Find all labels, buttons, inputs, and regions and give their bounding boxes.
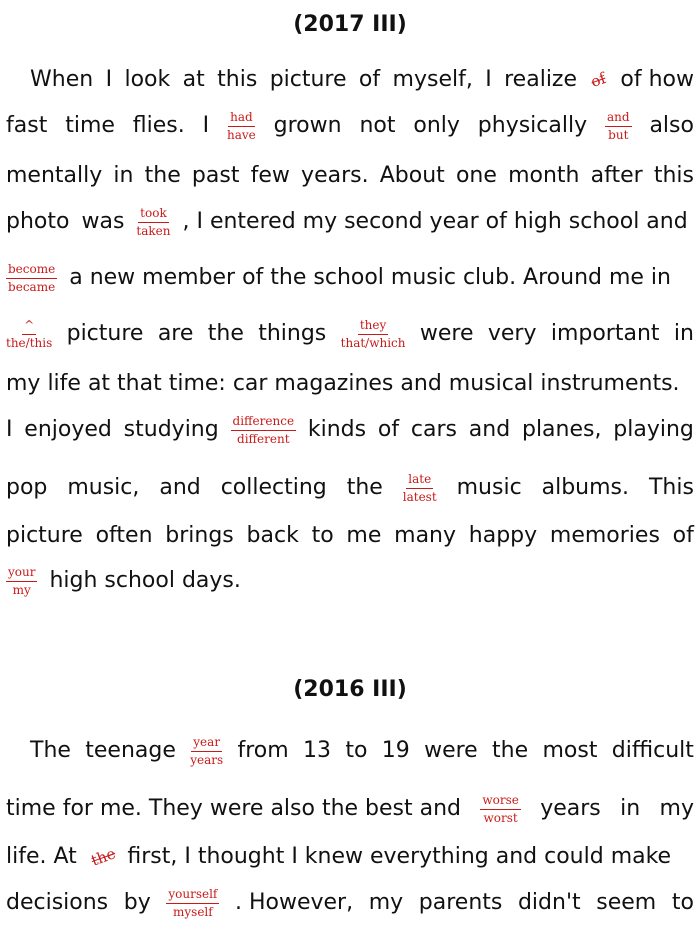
text-line: [30, 64, 694, 96]
text-span: and: [468, 417, 511, 442]
deleted-word-mark: of: [588, 69, 609, 91]
text-span: the: [207, 321, 244, 346]
text-span: my life at that time: car magazines and musical instruments.: [6, 371, 680, 396]
text-span: the: [346, 475, 383, 500]
original-word: they: [358, 319, 388, 335]
correction-annotation: [136, 207, 170, 238]
text-span: happy: [468, 523, 538, 548]
text-span: my: [659, 796, 694, 821]
correction-annotation: [166, 888, 219, 919]
text-line: [6, 841, 694, 873]
text-span: About: [379, 163, 445, 188]
section-1-heading: (2017 III): [293, 12, 407, 37]
corrected-word: different: [237, 431, 290, 446]
text-span: years: [540, 796, 601, 821]
text-span: myself,: [392, 67, 473, 92]
text-span: a new member of the school music club. Around me in: [69, 265, 671, 290]
text-span: the: [144, 163, 181, 188]
text-span: of: [672, 523, 694, 548]
text-span: 13: [303, 738, 331, 763]
text-span: most: [542, 738, 598, 763]
correction-annotation: [6, 566, 37, 597]
text-span: to: [345, 738, 368, 763]
correction-annotation: [341, 319, 406, 350]
text-span: seem: [596, 890, 657, 915]
text-span: didn't: [517, 890, 581, 915]
original-word: and: [605, 111, 632, 127]
text-span: physically: [477, 113, 588, 138]
text-span: years.: [301, 163, 369, 188]
section-2-heading: (2016 III): [293, 677, 407, 702]
original-word: difference: [231, 415, 297, 431]
text-line: [6, 414, 694, 446]
corrected-word: worst: [483, 810, 518, 825]
original-word: year: [191, 736, 222, 752]
text-span: kinds: [307, 417, 367, 442]
text-span: 19: [381, 738, 410, 763]
text-span: me: [346, 523, 382, 548]
text-span: music: [456, 475, 522, 500]
text-span: I: [202, 113, 210, 138]
text-span: of how: [620, 67, 694, 92]
text-span: also: [649, 113, 694, 138]
text-span: realize: [504, 67, 578, 92]
text-span: brings: [165, 523, 234, 548]
text-span: to: [671, 890, 694, 915]
correction-annotation: [403, 473, 437, 504]
text-span: playing: [613, 417, 694, 442]
text-line: [6, 368, 694, 400]
text-span: time for me. They were also the best and: [6, 796, 462, 821]
text-span: past: [191, 163, 240, 188]
text-span: things: [258, 321, 327, 346]
text-span: and: [159, 475, 201, 500]
text-span: This: [648, 475, 694, 500]
text-span: to: [311, 523, 334, 548]
corrected-word: have: [227, 127, 256, 142]
text-line: [6, 262, 694, 294]
text-line: [6, 793, 694, 825]
text-span: my: [368, 890, 404, 915]
original-word: ^: [22, 319, 36, 335]
text-span: from: [237, 738, 289, 763]
corrected-word: the/this: [6, 335, 53, 350]
text-span: grown: [273, 113, 342, 138]
text-span: music,: [67, 475, 140, 500]
text-span: high school days.: [49, 568, 241, 593]
text-span: cars: [410, 417, 457, 442]
text-span: not: [359, 113, 396, 138]
text-span: month: [508, 163, 580, 188]
corrected-word: latest: [402, 489, 437, 504]
text-span: parents: [418, 890, 503, 915]
text-span: I: [6, 417, 13, 442]
original-word: took: [138, 207, 169, 223]
text-span: I: [105, 67, 113, 92]
text-line: [6, 110, 694, 142]
corrected-word: taken: [136, 223, 171, 238]
correction-annotation: [231, 415, 297, 446]
text-span: in: [113, 163, 134, 188]
text-span: picture: [6, 523, 83, 548]
corrected-word: years: [190, 752, 224, 767]
text-span: in: [620, 796, 641, 821]
text-span: picture: [66, 321, 144, 346]
text-line: [6, 318, 694, 350]
original-word: late: [406, 473, 433, 489]
text-span: important: [550, 321, 660, 346]
text-span: The: [30, 738, 71, 763]
text-span: were: [419, 321, 474, 346]
correction-annotation: [6, 319, 52, 350]
text-line: [6, 472, 694, 504]
text-span: very: [487, 321, 537, 346]
text-span: photo: [6, 209, 70, 234]
correction-annotation: [6, 263, 57, 294]
text-span: When: [30, 67, 94, 92]
text-line: [6, 160, 694, 192]
text-span: look: [124, 67, 171, 92]
correction-annotation: [605, 111, 632, 142]
correction-annotation: [190, 736, 223, 767]
text-span: decisions: [6, 890, 109, 915]
text-span: difficult: [611, 738, 694, 763]
text-span: one: [455, 163, 497, 188]
text-span: only: [413, 113, 460, 138]
text-span: was: [81, 209, 125, 234]
original-word: your: [6, 566, 37, 582]
text-line: [6, 520, 694, 552]
text-span: teenage: [85, 738, 176, 763]
original-word: had: [228, 111, 255, 127]
text-span: planes,: [521, 417, 602, 442]
text-span: studying: [123, 417, 219, 442]
text-span: this: [217, 67, 258, 92]
text-line: [30, 735, 694, 767]
text-span: are: [157, 321, 194, 346]
corrected-word: my: [12, 582, 31, 597]
text-span: enjoyed: [24, 417, 112, 442]
text-span: mentally: [6, 163, 103, 188]
original-word: become: [6, 263, 57, 279]
text-span: life. At: [6, 844, 77, 869]
correction-annotation: [227, 111, 256, 142]
text-span: were: [424, 738, 478, 763]
text-span: collecting: [220, 475, 327, 500]
text-span: few: [250, 163, 290, 188]
text-span: picture: [269, 67, 347, 92]
text-span: pop: [6, 475, 48, 500]
text-span: memories: [549, 523, 660, 548]
text-span: of: [358, 67, 381, 92]
text-span: I: [485, 67, 492, 92]
text-span: . However,: [234, 890, 354, 915]
text-span: albums.: [541, 475, 630, 500]
text-span: of: [377, 417, 400, 442]
original-word: yourself: [166, 888, 219, 904]
text-span: many: [394, 523, 457, 548]
text-span: often: [95, 523, 153, 548]
text-span: in: [673, 321, 694, 346]
corrected-word: became: [8, 279, 56, 294]
text-span: at: [182, 67, 205, 92]
original-word: worse: [480, 794, 521, 810]
text-span: the: [492, 738, 529, 763]
corrected-word: but: [608, 127, 629, 142]
corrected-word: myself: [173, 904, 213, 919]
text-span: after: [590, 163, 643, 188]
text-span: time: [65, 113, 115, 138]
text-line: [6, 206, 694, 238]
text-span: by: [123, 890, 151, 915]
corrected-word: that/which: [340, 335, 406, 350]
text-span: , I entered my second year of high school and: [182, 209, 688, 234]
text-line: [6, 565, 694, 597]
text-span: back: [246, 523, 299, 548]
text-span: first, I thought I knew everything and could make: [127, 844, 672, 869]
text-line: [6, 887, 694, 919]
deleted-word-mark: the: [88, 844, 118, 870]
correction-annotation: [480, 794, 521, 825]
text-span: fast: [6, 113, 48, 138]
text-span: flies.: [132, 113, 185, 138]
text-span: this: [653, 163, 694, 188]
